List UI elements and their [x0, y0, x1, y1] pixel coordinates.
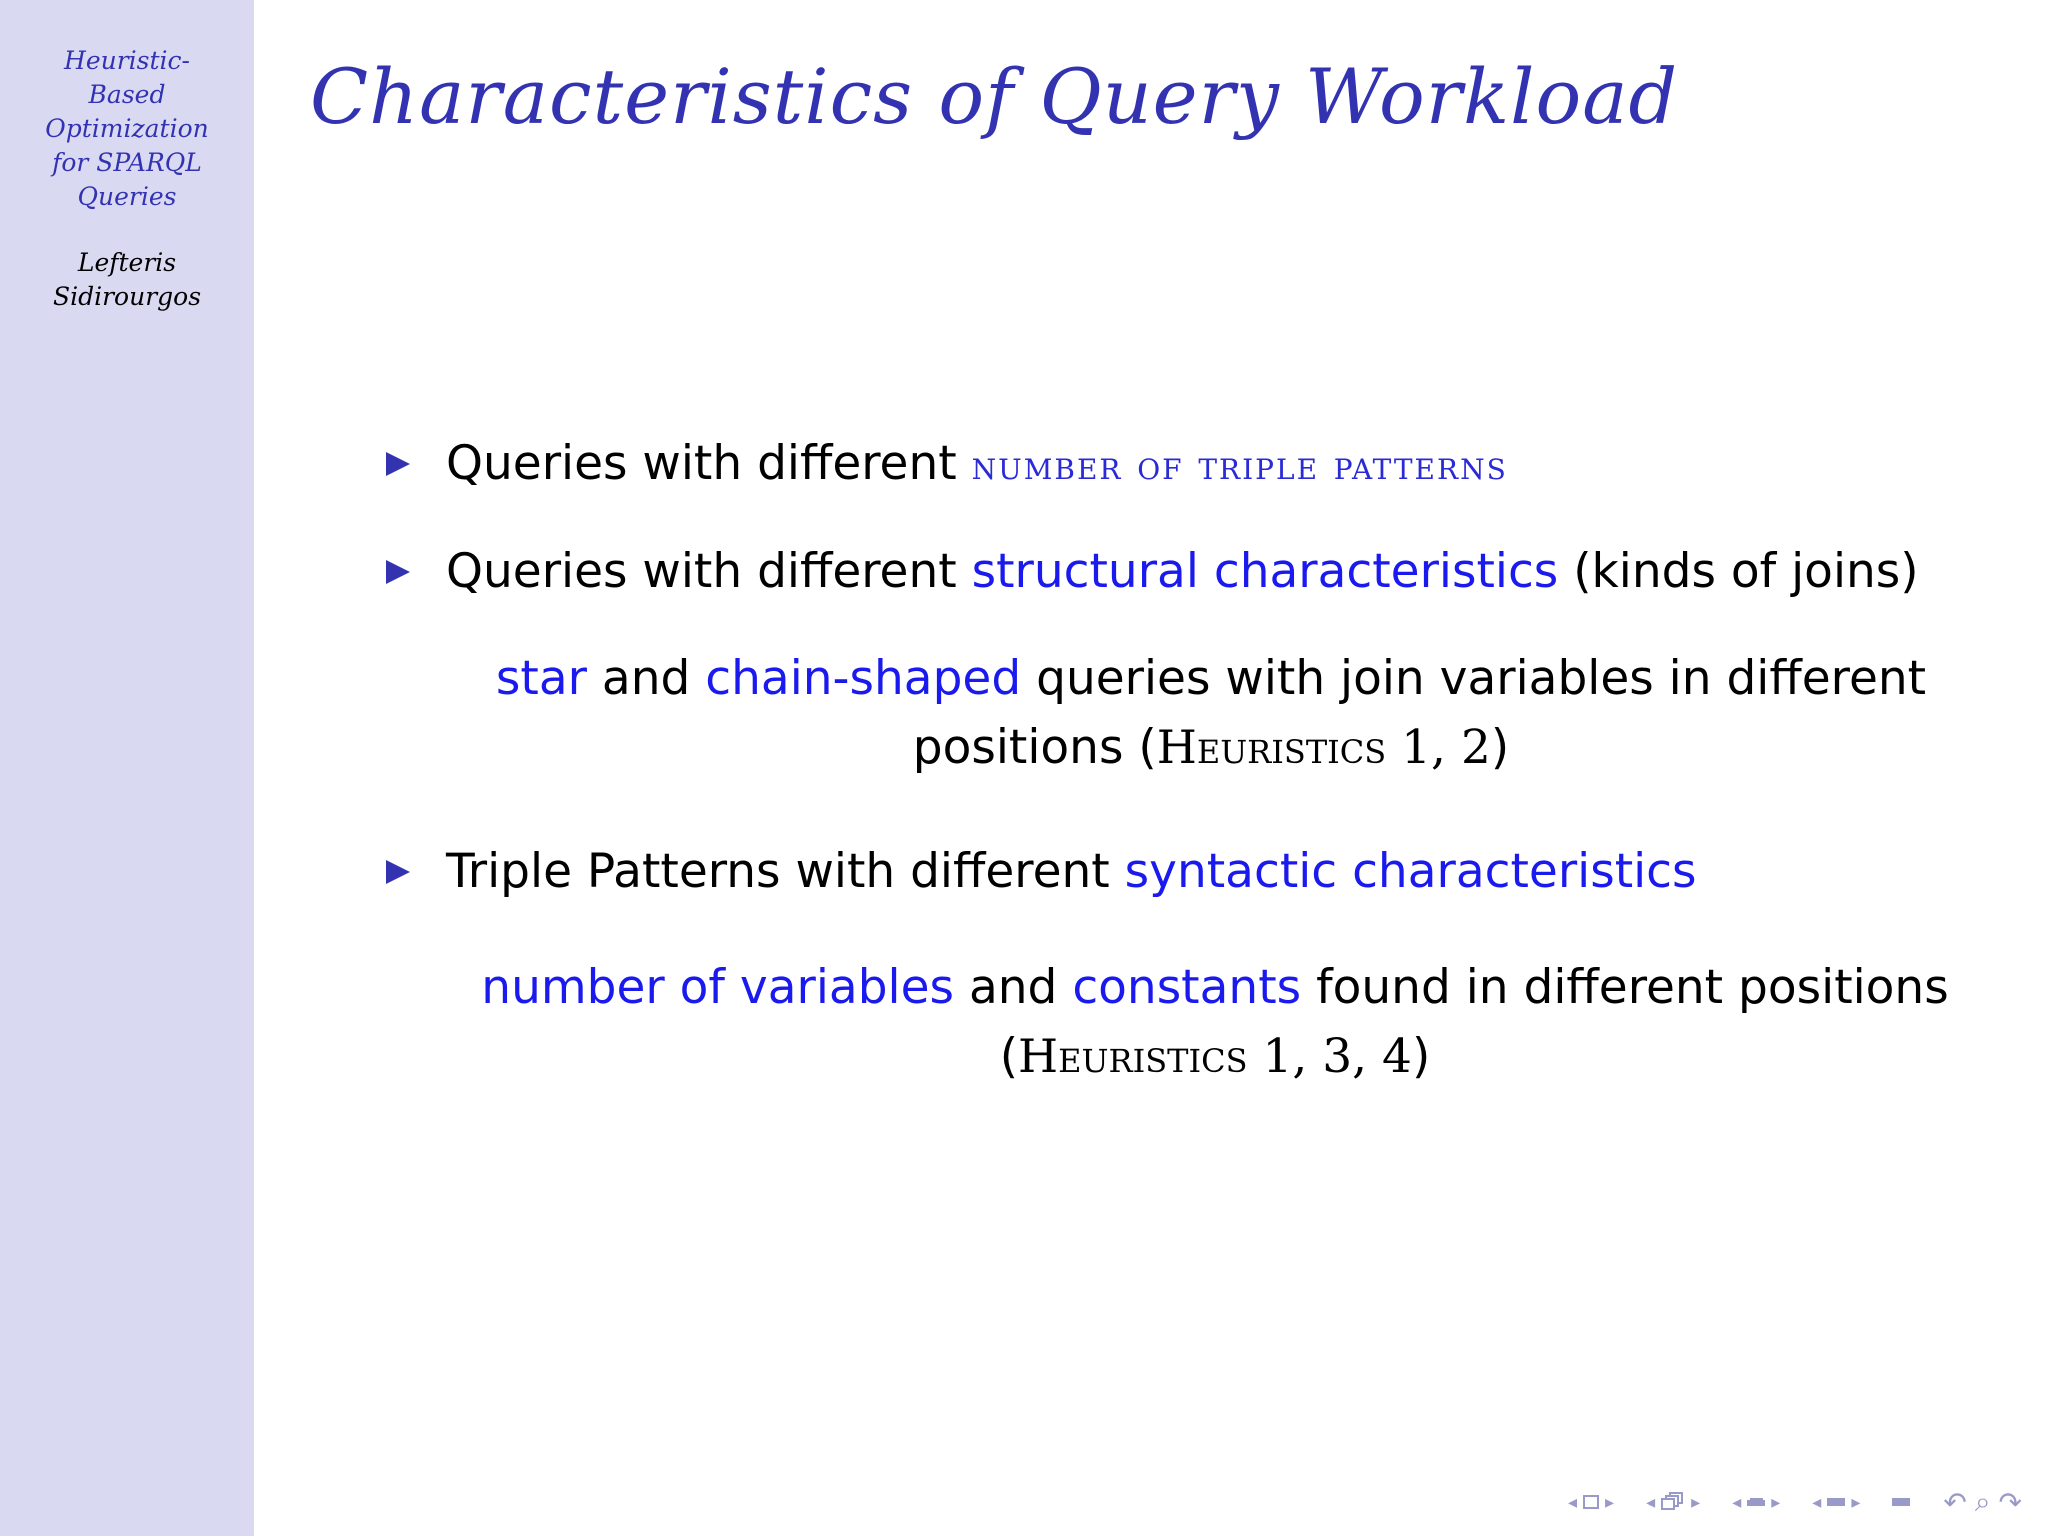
subtext-line: [470, 1022, 1960, 1091]
subtext-plain: positions (: [912, 720, 1157, 775]
back-icon[interactable]: ↶: [1943, 1485, 1967, 1519]
search-icon[interactable]: ⌕: [1974, 1485, 1991, 1518]
subtext-plain: ): [1411, 1029, 1431, 1084]
nav-slide-group: [1565, 1492, 1617, 1513]
heuristics-label: Heuristics: [1018, 1029, 1248, 1083]
slide-title: Characteristics of Query Workload: [310, 52, 1679, 141]
bullet-subtext: [470, 954, 1960, 1091]
sidebar: [0, 0, 254, 1536]
heuristics-reference: [1018, 1029, 1412, 1084]
heuristics-label: Heuristics: [1156, 720, 1387, 774]
nav-next-section-button[interactable]: ▸: [1851, 1491, 1861, 1513]
triangle-bullet-icon: [386, 860, 410, 884]
sidebar-title-line: Based: [88, 80, 166, 109]
sidebar-author-line: Sidirourgos: [52, 282, 202, 311]
bullet-prefix: Triple Patterns with different: [446, 844, 1125, 899]
nav-prev-subsection-button[interactable]: ◂: [1732, 1491, 1742, 1513]
subtext-line: [470, 954, 1960, 1022]
subtext-plain: and: [954, 960, 1073, 1015]
nav-subsection-group: [1729, 1492, 1783, 1513]
nav-next-frame-button[interactable]: ▸: [1691, 1491, 1701, 1513]
nav-prev-slide-button[interactable]: ◂: [1568, 1491, 1578, 1513]
bullet-text: [446, 434, 1508, 496]
subtext-plain: queries with join variables in different: [1021, 651, 1927, 706]
sidebar-title-line: Queries: [77, 182, 177, 211]
nav-frame-group: [1643, 1492, 1703, 1513]
subtext-highlight: chain-shaped: [705, 651, 1022, 706]
bullet-highlight: number of triple patterns: [971, 443, 1508, 489]
nav-prev-frame-button[interactable]: ◂: [1646, 1491, 1656, 1513]
nav-document-group: [1889, 1498, 1913, 1506]
subtext-highlight: number of variables: [481, 960, 954, 1015]
nav-prev-section-button[interactable]: ◂: [1812, 1491, 1822, 1513]
sidebar-author-line: Lefteris: [77, 248, 177, 277]
subtext-highlight: constants: [1072, 960, 1302, 1015]
nav-next-subsection-button[interactable]: ▸: [1771, 1491, 1781, 1513]
bullet-text: [446, 542, 1919, 602]
bullet-prefix: Queries with different: [446, 544, 972, 599]
sidebar-presentation-title: [0, 44, 254, 214]
heuristics-reference: [1157, 720, 1491, 775]
triangle-bullet-icon: [386, 452, 410, 476]
triangle-bullet-icon: [386, 560, 410, 584]
beamer-navigation-bar: [1539, 1482, 2026, 1522]
sidebar-author: [0, 246, 254, 314]
bullet-text: [446, 842, 1697, 902]
nav-tools-group: [1939, 1485, 2026, 1519]
nav-next-slide-button[interactable]: ▸: [1605, 1491, 1615, 1513]
heuristics-numbers: 1, 3, 4: [1247, 1029, 1412, 1084]
heuristics-numbers: 1, 2: [1386, 720, 1491, 775]
subsection-icon[interactable]: [1747, 1498, 1765, 1506]
sidebar-title-line: Heuristic-: [64, 46, 190, 75]
slide-icon[interactable]: [1583, 1495, 1599, 1509]
forward-icon[interactable]: ↷: [1998, 1485, 2022, 1519]
frame-stack-icon[interactable]: [1661, 1492, 1685, 1512]
sidebar-title-line: for SPARQL: [52, 148, 202, 177]
subtext-line: [486, 645, 1936, 713]
section-icon[interactable]: [1827, 1498, 1845, 1506]
bullet-subtext: [486, 645, 1936, 782]
subtext-plain: (: [999, 1029, 1019, 1084]
subtext-plain: and: [586, 651, 706, 706]
bullet-highlight: syntactic characteristics: [1124, 844, 1697, 899]
bullet-highlight: structural characteristics: [971, 544, 1559, 599]
nav-section-group: [1809, 1492, 1863, 1513]
bullet-prefix: Queries with different: [446, 436, 972, 491]
document-icon[interactable]: [1892, 1498, 1910, 1506]
subtext-plain: ): [1490, 720, 1510, 775]
bullet-suffix: (kinds of joins): [1558, 544, 1919, 599]
sidebar-title-line: Optimization: [45, 114, 209, 143]
subtext-highlight: star: [495, 651, 587, 706]
subtext-line: [486, 713, 1936, 782]
subtext-plain: found in different positions: [1301, 960, 1949, 1015]
